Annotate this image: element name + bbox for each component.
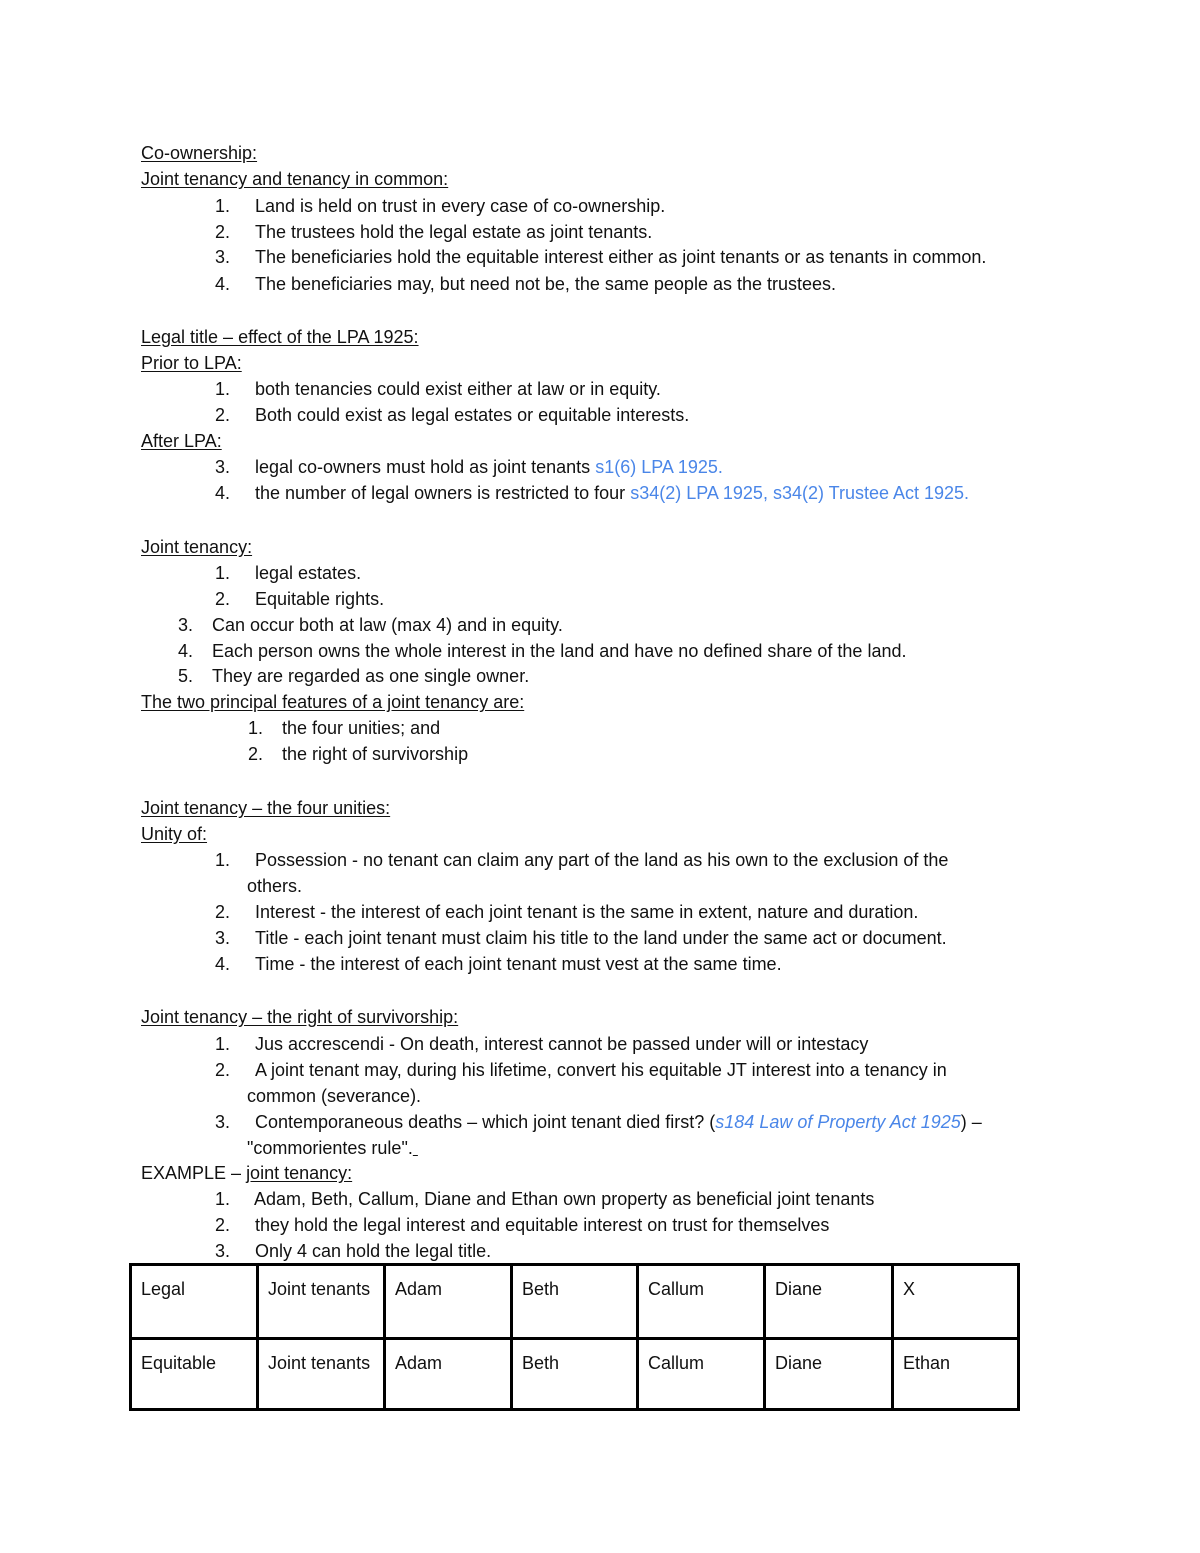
table-cell: Adam [385,1265,512,1339]
table-cell: Diane [765,1339,893,1410]
list-item-continuation: "commorientes rule". [247,1138,413,1158]
statute-reference: s184 Law of Property Act 1925 [715,1112,961,1132]
table-cell: Callum [638,1339,765,1410]
heading-jt-tic: Joint tenancy and tenancy in common: [141,169,449,189]
table-row [131,1265,1019,1339]
heading-unity-of: Unity of: [141,824,208,844]
heading-after-lpa: After LPA: [141,431,222,451]
heading-two-features: The two principal features of a joint tenancy are: [141,692,525,712]
table-cell: Beth [512,1265,638,1339]
table-cell: Legal [131,1265,258,1339]
list-item-continuation: common (severance). [247,1086,422,1106]
table-cell: Ethan [893,1339,1019,1410]
heading-legal-title: Legal title – effect of the LPA 1925: [141,327,419,347]
heading-survivorship: Joint tenancy – the right of survivorship: [141,1007,459,1027]
table-cell: Adam [385,1339,512,1410]
table-cell: Beth [512,1339,638,1410]
table-cell: Diane [765,1265,893,1339]
heading-joint-tenancy: Joint tenancy: [141,537,253,557]
table-row [131,1339,1019,1410]
ownership-table [129,1263,1020,1411]
table-cell: Equitable [131,1339,258,1410]
list-item-continuation: others. [247,876,303,896]
heading-four-unities: Joint tenancy – the four unities: [141,798,391,818]
table-cell: Callum [638,1265,765,1339]
table-cell: Joint tenants [258,1265,385,1339]
heading-prior-lpa: Prior to LPA: [141,353,242,373]
heading-coownership: Co-ownership: [141,143,258,163]
statute-reference: s1(6) LPA 1925. [595,457,723,477]
table-cell: Joint tenants [258,1339,385,1410]
table-cell: X [893,1265,1019,1339]
statute-reference: s34(2) LPA 1925, s34(2) Trustee Act 1925. [630,483,970,503]
heading-example: EXAMPLE – joint tenancy: [141,1163,353,1183]
